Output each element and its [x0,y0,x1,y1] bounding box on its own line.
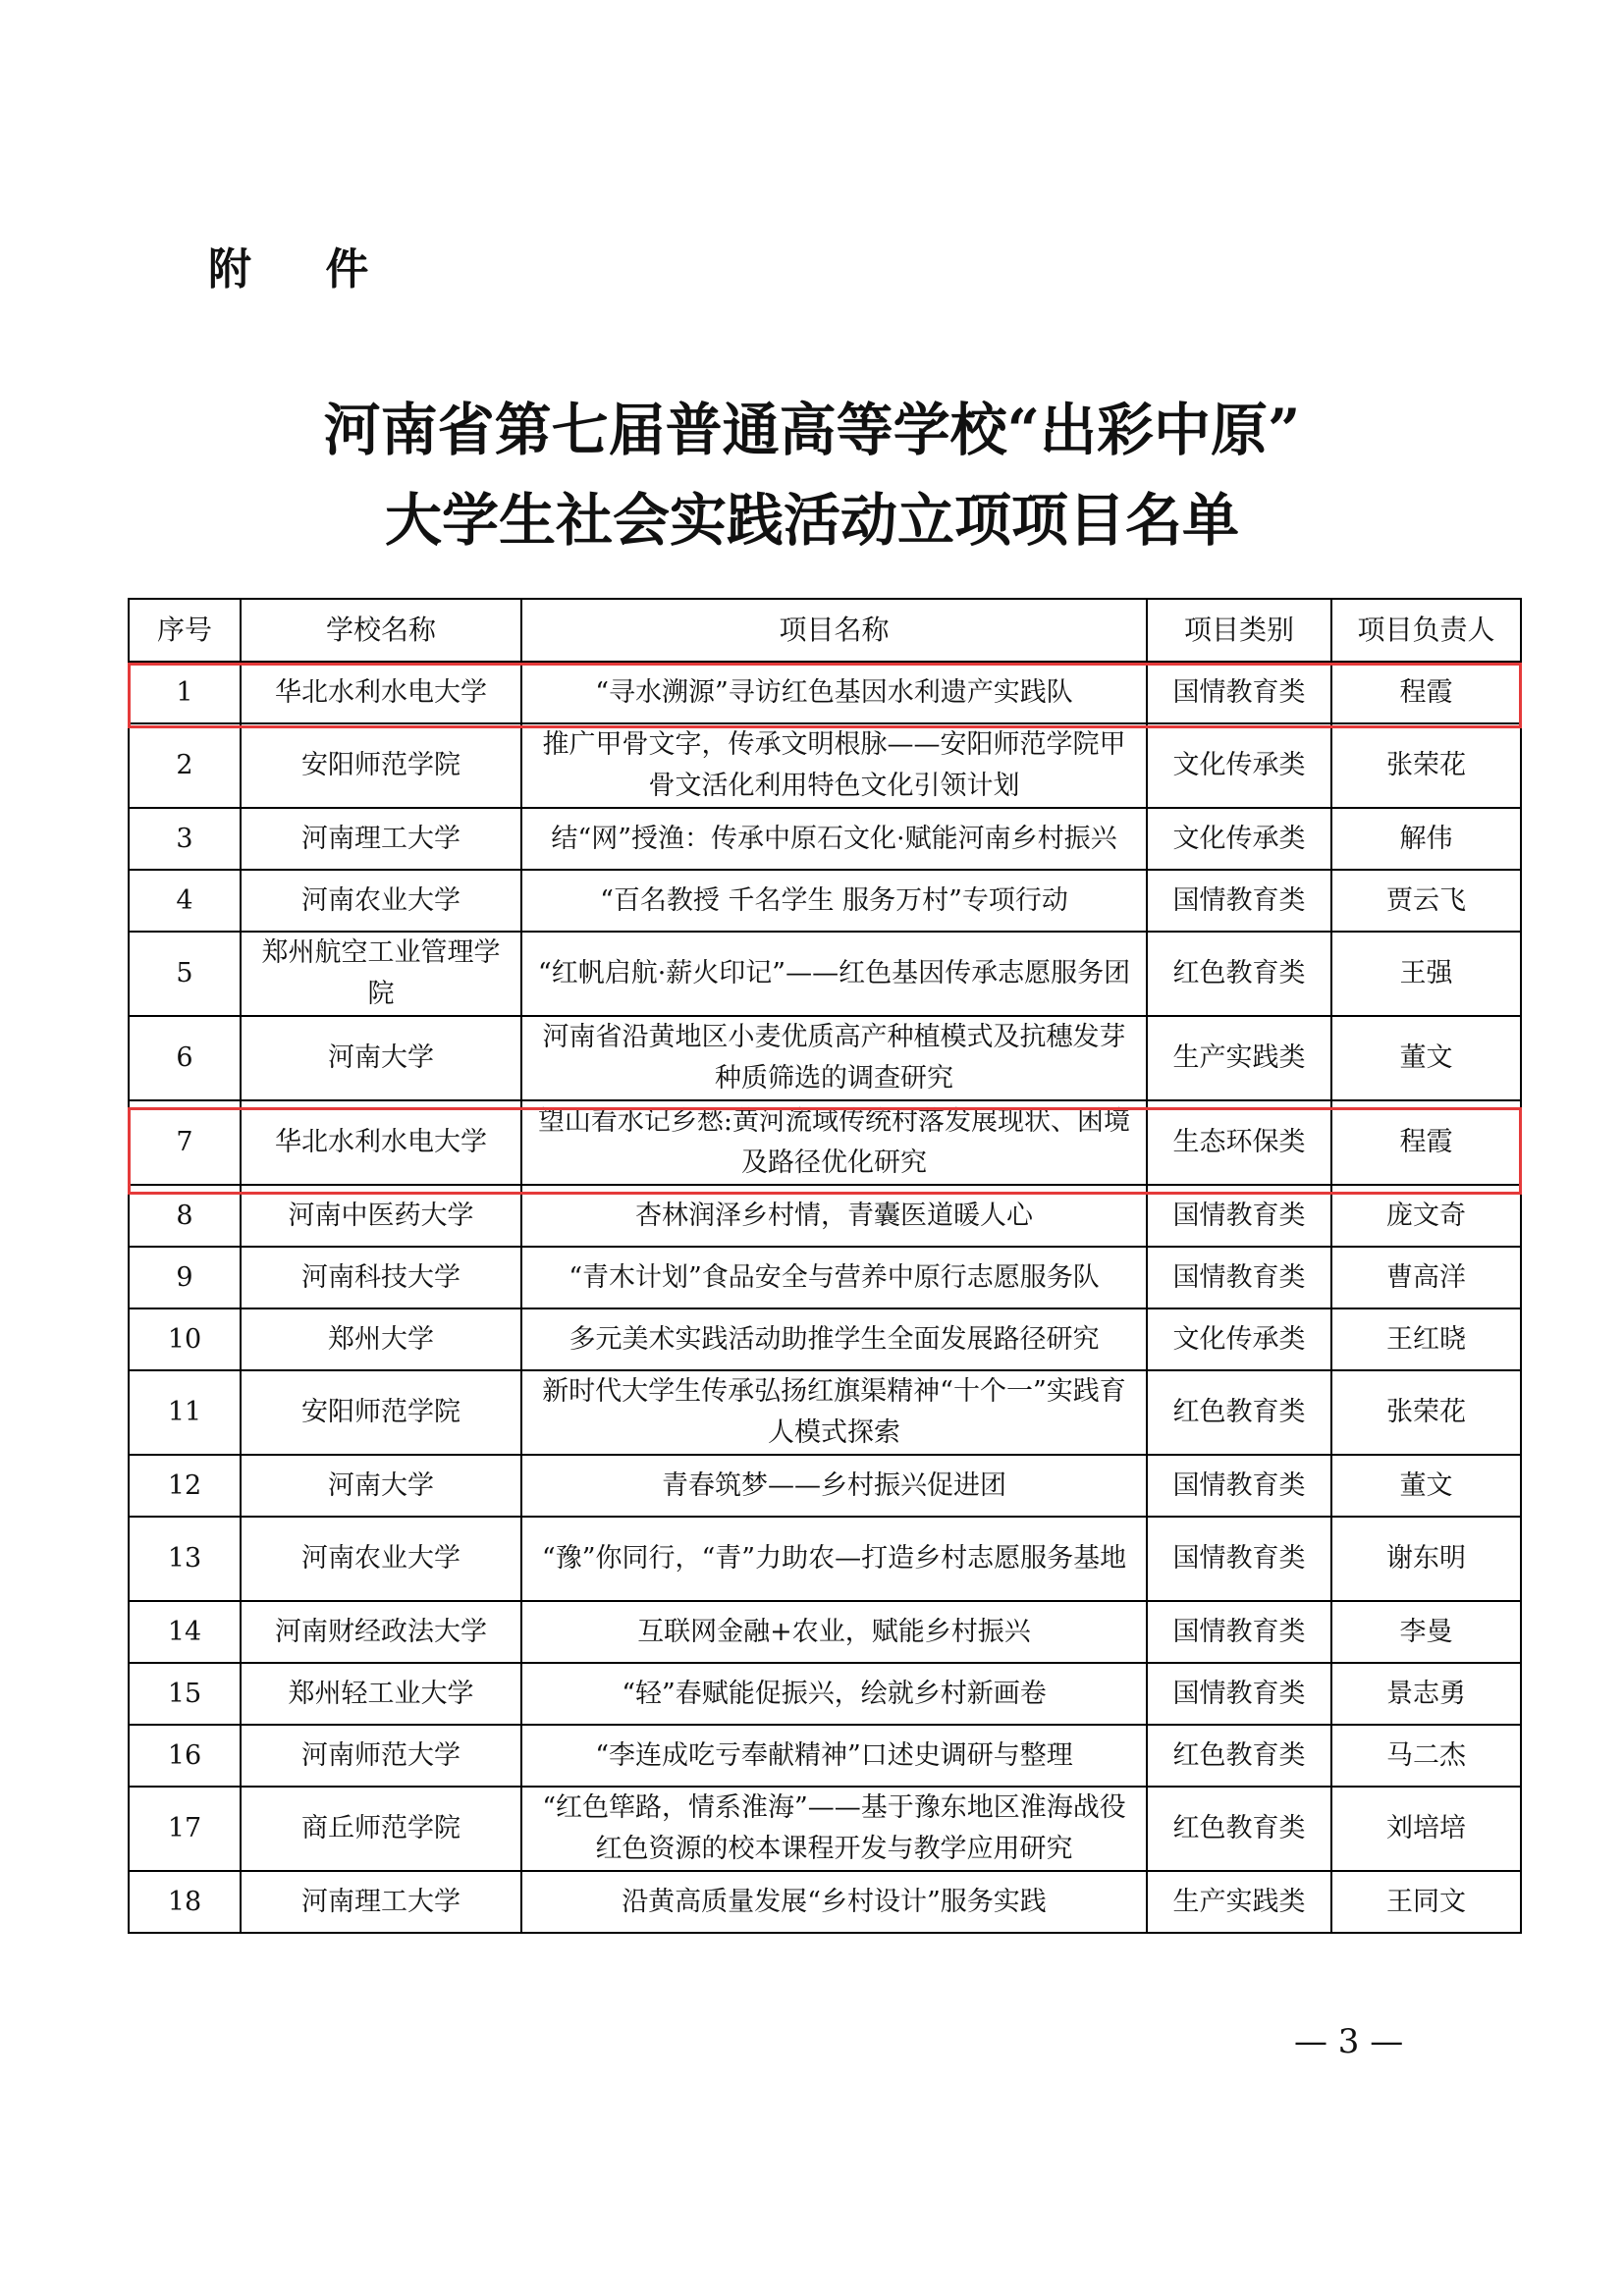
table-row [129,1517,1521,1601]
cell-index: 2 [129,723,241,808]
table-row [129,932,1521,1016]
cell-project: “青木计划”食品安全与营养中原行志愿服务队 [521,1247,1147,1308]
cell-category: 文化传承类 [1147,723,1331,808]
cell-index: 16 [129,1725,241,1787]
cell-category: 文化传承类 [1147,1308,1331,1370]
cell-index: 18 [129,1871,241,1933]
page-number: — 3 — [1294,2022,1404,2061]
cell-project: 互联网金融+农业，赋能乡村振兴 [521,1601,1147,1663]
cell-category: 国情教育类 [1147,1663,1331,1725]
header-category: 项目类别 [1147,599,1331,662]
cell-index: 17 [129,1787,241,1871]
cell-project: 望山看水记乡愁:黄河流域传统村落发展现状、困境及路径优化研究 [521,1100,1147,1185]
cell-school: 河南农业大学 [241,1517,521,1601]
table-row [129,1725,1521,1787]
document-title-line1: 河南省第七届普通高等学校“出彩中原” [323,397,1301,463]
cell-index: 1 [129,662,241,723]
table-row [129,1185,1521,1247]
cell-school: 河南师范大学 [241,1725,521,1787]
cell-leader: 王强 [1331,932,1521,1016]
cell-category: 国情教育类 [1147,1455,1331,1517]
table-row [129,870,1521,932]
table-row [129,1787,1521,1871]
cell-index: 14 [129,1601,241,1663]
cell-category: 国情教育类 [1147,1247,1331,1308]
cell-school: 河南理工大学 [241,808,521,870]
cell-category: 国情教育类 [1147,1185,1331,1247]
cell-category: 红色教育类 [1147,932,1331,1016]
cell-project: “百名教授 千名学生 服务万村”专项行动 [521,870,1147,932]
cell-school: 河南大学 [241,1016,521,1100]
cell-index: 10 [129,1308,241,1370]
cell-category: 文化传承类 [1147,808,1331,870]
cell-school: 河南农业大学 [241,870,521,932]
cell-leader: 董文 [1331,1455,1521,1517]
cell-category: 红色教育类 [1147,1787,1331,1871]
cell-leader: 李曼 [1331,1601,1521,1663]
cell-index: 13 [129,1517,241,1601]
project-list-table [128,598,1522,1934]
cell-index: 5 [129,932,241,1016]
table-row [129,1601,1521,1663]
table-row [129,1455,1521,1517]
cell-school: 安阳师范学院 [241,1370,521,1455]
cell-school: 河南财经政法大学 [241,1601,521,1663]
cell-category: 国情教育类 [1147,662,1331,723]
cell-category: 红色教育类 [1147,1725,1331,1787]
cell-category: 生产实践类 [1147,1016,1331,1100]
cell-leader: 解伟 [1331,808,1521,870]
table-row [129,808,1521,870]
table-row [129,662,1521,723]
cell-project: “寻水溯源”寻访红色基因水利遗产实践队 [521,662,1147,723]
cell-project: 新时代大学生传承弘扬红旗渠精神“十个一”实践育人模式探索 [521,1370,1147,1455]
cell-school: 郑州航空工业管理学院 [241,932,521,1016]
cell-project: 结“网”授渔：传承中原石文化·赋能河南乡村振兴 [521,808,1147,870]
cell-category: 国情教育类 [1147,1517,1331,1601]
table-row [129,1308,1521,1370]
cell-project: “轻”春赋能促振兴，绘就乡村新画卷 [521,1663,1147,1725]
cell-school: 河南科技大学 [241,1247,521,1308]
cell-project: 沿黄高质量发展“乡村设计”服务实践 [521,1871,1147,1933]
table-row [129,1016,1521,1100]
table-row [129,1247,1521,1308]
cell-index: 9 [129,1247,241,1308]
header-project: 项目名称 [521,599,1147,662]
cell-leader: 贾云飞 [1331,870,1521,932]
cell-school: 河南大学 [241,1455,521,1517]
cell-project: 青春筑梦——乡村振兴促进团 [521,1455,1147,1517]
document-title-line2: 大学生社会实践活动立项项目名单 [384,487,1239,554]
cell-project: “豫”你同行，“青”力助农—打造乡村志愿服务基地 [521,1517,1147,1601]
cell-school: 河南理工大学 [241,1871,521,1933]
cell-project: 推广甲骨文字，传承文明根脉——安阳师范学院甲骨文活化利用特色文化引领计划 [521,723,1147,808]
cell-leader: 景志勇 [1331,1663,1521,1725]
table-row [129,1663,1521,1725]
cell-leader: 谢东明 [1331,1517,1521,1601]
header-leader: 项目负责人 [1331,599,1521,662]
cell-index: 7 [129,1100,241,1185]
cell-school: 华北水利水电大学 [241,1100,521,1185]
table-row [129,723,1521,808]
cell-project: 多元美术实践活动助推学生全面发展路径研究 [521,1308,1147,1370]
cell-leader: 王同文 [1331,1871,1521,1933]
cell-school: 商丘师范学院 [241,1787,521,1871]
cell-leader: 程霞 [1331,1100,1521,1185]
cell-leader: 董文 [1331,1016,1521,1100]
cell-leader: 刘培培 [1331,1787,1521,1871]
cell-project: “红帆启航·薪火印记”——红色基因传承志愿服务团 [521,932,1147,1016]
cell-school: 郑州轻工业大学 [241,1663,521,1725]
cell-category: 生产实践类 [1147,1871,1331,1933]
cell-project: 杏林润泽乡村情，青囊医道暖人心 [521,1185,1147,1247]
cell-school: 华北水利水电大学 [241,662,521,723]
cell-school: 河南中医药大学 [241,1185,521,1247]
cell-index: 6 [129,1016,241,1100]
table-row [129,1871,1521,1933]
cell-school: 郑州大学 [241,1308,521,1370]
cell-leader: 王红晓 [1331,1308,1521,1370]
cell-project: 河南省沿黄地区小麦优质高产种植模式及抗穗发芽种质筛选的调查研究 [521,1016,1147,1100]
cell-category: 国情教育类 [1147,1601,1331,1663]
attachment-label: 附 件 [208,244,399,294]
table-row [129,1100,1521,1185]
cell-project: “红色筚路，情系淮海”——基于豫东地区淮海战役红色资源的校本课程开发与教学应用研究 [521,1787,1147,1871]
cell-project: “李连成吃亏奉献精神”口述史调研与整理 [521,1725,1147,1787]
cell-leader: 曹高洋 [1331,1247,1521,1308]
cell-leader: 张荣花 [1331,723,1521,808]
cell-index: 15 [129,1663,241,1725]
cell-category: 红色教育类 [1147,1370,1331,1455]
table-header-row [129,599,1521,662]
cell-index: 12 [129,1455,241,1517]
table-row [129,1370,1521,1455]
cell-index: 4 [129,870,241,932]
header-school: 学校名称 [241,599,521,662]
cell-leader: 程霞 [1331,662,1521,723]
cell-category: 生态环保类 [1147,1100,1331,1185]
header-index: 序号 [129,599,241,662]
cell-leader: 庞文奇 [1331,1185,1521,1247]
cell-category: 国情教育类 [1147,870,1331,932]
cell-leader: 马二杰 [1331,1725,1521,1787]
cell-leader: 张荣花 [1331,1370,1521,1455]
cell-index: 11 [129,1370,241,1455]
cell-index: 3 [129,808,241,870]
cell-school: 安阳师范学院 [241,723,521,808]
cell-index: 8 [129,1185,241,1247]
